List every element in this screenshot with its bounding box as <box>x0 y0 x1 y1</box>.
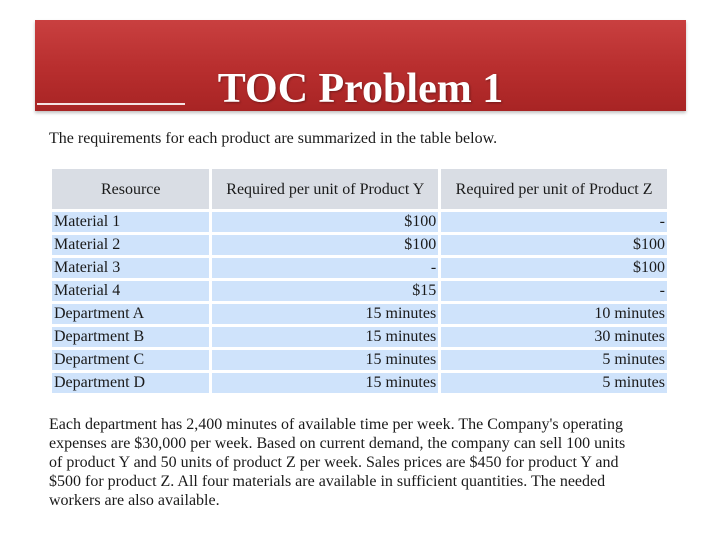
resource-cell: Department C <box>52 350 209 370</box>
product-z-cell: 30 minutes <box>441 327 667 347</box>
table-row <box>52 327 667 347</box>
product-z-cell: - <box>441 281 667 301</box>
product-y-cell: 15 minutes <box>212 327 438 347</box>
product-y-cell: 15 minutes <box>212 350 438 370</box>
product-z-cell: 5 minutes <box>441 373 667 393</box>
table-row <box>52 235 667 255</box>
product-z-cell: $100 <box>441 235 667 255</box>
table-row <box>52 258 667 278</box>
table-row <box>52 304 667 324</box>
table-row <box>52 373 667 393</box>
product-z-cell: $100 <box>441 258 667 278</box>
product-y-cell: $100 <box>212 235 438 255</box>
title-accent-line <box>37 103 185 105</box>
product-y-cell: 15 minutes <box>212 373 438 393</box>
resource-cell: Department A <box>52 304 209 324</box>
requirements-table <box>49 166 670 396</box>
table-row <box>52 350 667 370</box>
header-resource: Resource <box>52 169 209 209</box>
table-header-row <box>52 169 667 209</box>
header-product-y: Required per unit of Product Y <box>212 169 438 209</box>
product-y-cell: $100 <box>212 212 438 232</box>
intro-text: The requirements for each product are summarized in the table below. <box>49 130 498 147</box>
table-row <box>52 212 667 232</box>
resource-cell: Material 1 <box>52 212 209 232</box>
product-y-cell: 15 minutes <box>212 304 438 324</box>
table-row <box>52 281 667 301</box>
product-z-cell: 10 minutes <box>441 304 667 324</box>
resource-cell: Material 3 <box>52 258 209 278</box>
product-y-cell: $15 <box>212 281 438 301</box>
resource-cell: Material 2 <box>52 235 209 255</box>
slide-title: TOC Problem 1 <box>217 66 504 112</box>
resource-cell: Department B <box>52 327 209 347</box>
resource-cell: Material 4 <box>52 281 209 301</box>
header-product-z: Required per unit of Product Z <box>441 169 667 209</box>
product-y-cell: - <box>212 258 438 278</box>
problem-description: Each department has 2,400 minutes of available time per week. The Company's operating expenses are $30,000 per week. Based on current demand, the company can sell 100 units of product Y and 50 units of product Z per week. Sales prices are $450 for product Y and $500 for product Z. All four materials are available in sufficient quantities. The needed workers are also available. <box>49 416 626 509</box>
product-z-cell: - <box>441 212 667 232</box>
product-z-cell: 5 minutes <box>441 350 667 370</box>
resource-cell: Department D <box>52 373 209 393</box>
title-banner <box>35 20 686 111</box>
